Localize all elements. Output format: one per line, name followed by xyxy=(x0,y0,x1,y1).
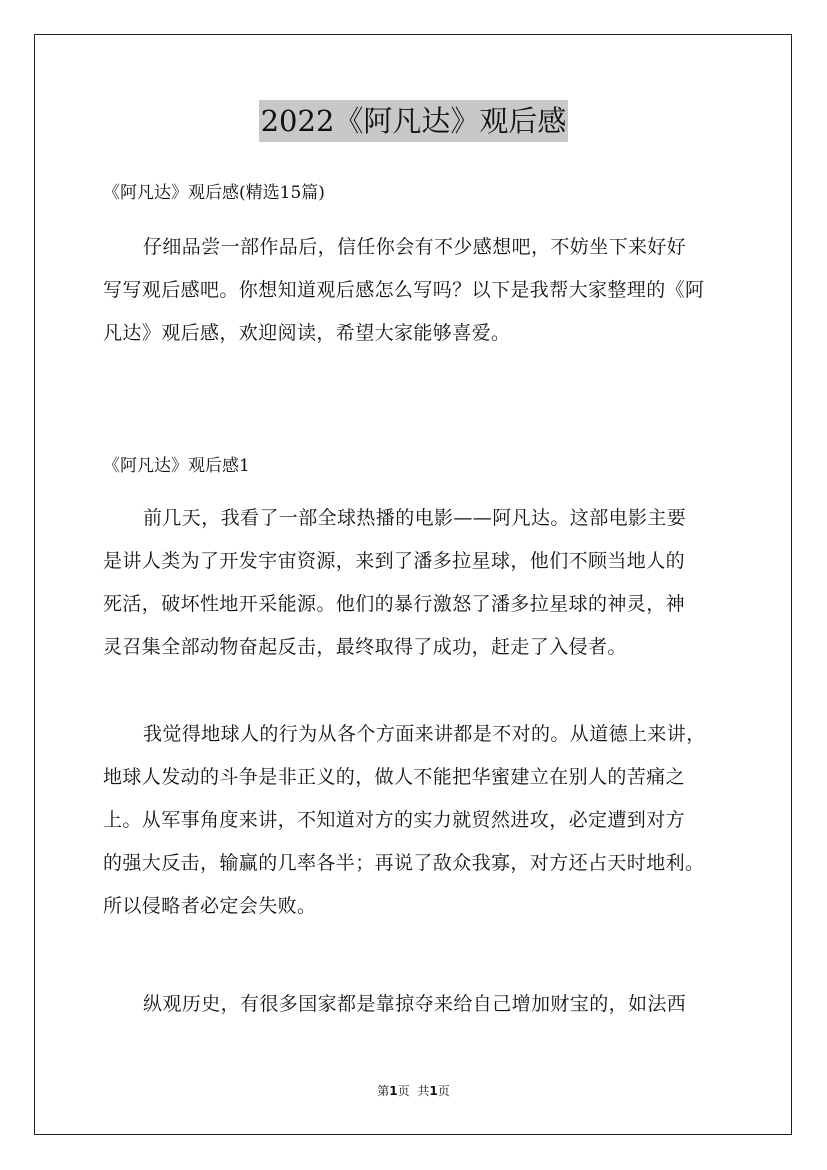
document-subtitle: 《阿凡达》观后感(精选15篇) xyxy=(103,183,325,203)
footer-total-prefix: 共 xyxy=(417,1084,430,1098)
intro-paragraph xyxy=(103,226,725,355)
body-line: 死活，破坏性地开采能源。他们的暴行激怒了潘多拉星球的神灵，神 xyxy=(103,593,686,615)
body-line: 灵召集全部动物奋起反击，最终取得了成功，赶走了入侵者。 xyxy=(103,636,627,658)
body-line: 地球人发动的斗争是非正义的，做人不能把华蜜建立在别人的苦痛之 xyxy=(103,766,686,788)
body-line: 是讲人类为了开发宇宙资源，来到了潘多拉星球，他们不顾当地人的 xyxy=(103,550,686,572)
footer-total-suffix: 页 xyxy=(437,1084,450,1098)
page-footer xyxy=(0,1082,827,1100)
intro-line: 写写观后感吧。你想知道观后感怎么写吗？以下是我帮大家整理的《阿 xyxy=(103,279,705,301)
section-heading: 《阿凡达》观后感1 xyxy=(103,456,250,476)
footer-page-prefix: 第 xyxy=(377,1084,390,1098)
body-line: 所以侵略者必定会失败。 xyxy=(103,895,317,917)
footer-page-suffix: 页 xyxy=(397,1084,410,1098)
body-line: 的强大反击，输赢的几率各半；再说了敌众我寡，对方还占天时地利。 xyxy=(103,852,705,874)
document-title: 2022《阿凡达》观后感 xyxy=(259,100,569,142)
body-paragraph-2 xyxy=(103,713,725,928)
body-paragraph-1 xyxy=(103,497,725,669)
body-line: 我觉得地球人的行为从各个方面来讲都是不对的。从道德上来讲， xyxy=(143,723,706,745)
body-line: 纵观历史，有很多国家都是靠掠夺来给自己增加财宝的，如法西 xyxy=(143,993,687,1015)
body-line: 上。从军事角度来讲，不知道对方的实力就贸然进攻，必定遭到对方 xyxy=(103,809,686,831)
body-line: 前几天，我看了一部全球热播的电影——阿凡达。这部电影主要 xyxy=(143,507,687,529)
title-container xyxy=(0,100,827,142)
intro-line: 凡达》观后感，欢迎阅读，希望大家能够喜爱。 xyxy=(103,322,511,344)
footer-page-current: 1 xyxy=(389,1084,398,1098)
intro-line: 仔细品尝一部作品后，信任你会有不少感想吧，不妨坐下来好好 xyxy=(143,236,687,258)
body-paragraph-3 xyxy=(103,983,725,1026)
footer-total-pages: 1 xyxy=(429,1084,438,1098)
